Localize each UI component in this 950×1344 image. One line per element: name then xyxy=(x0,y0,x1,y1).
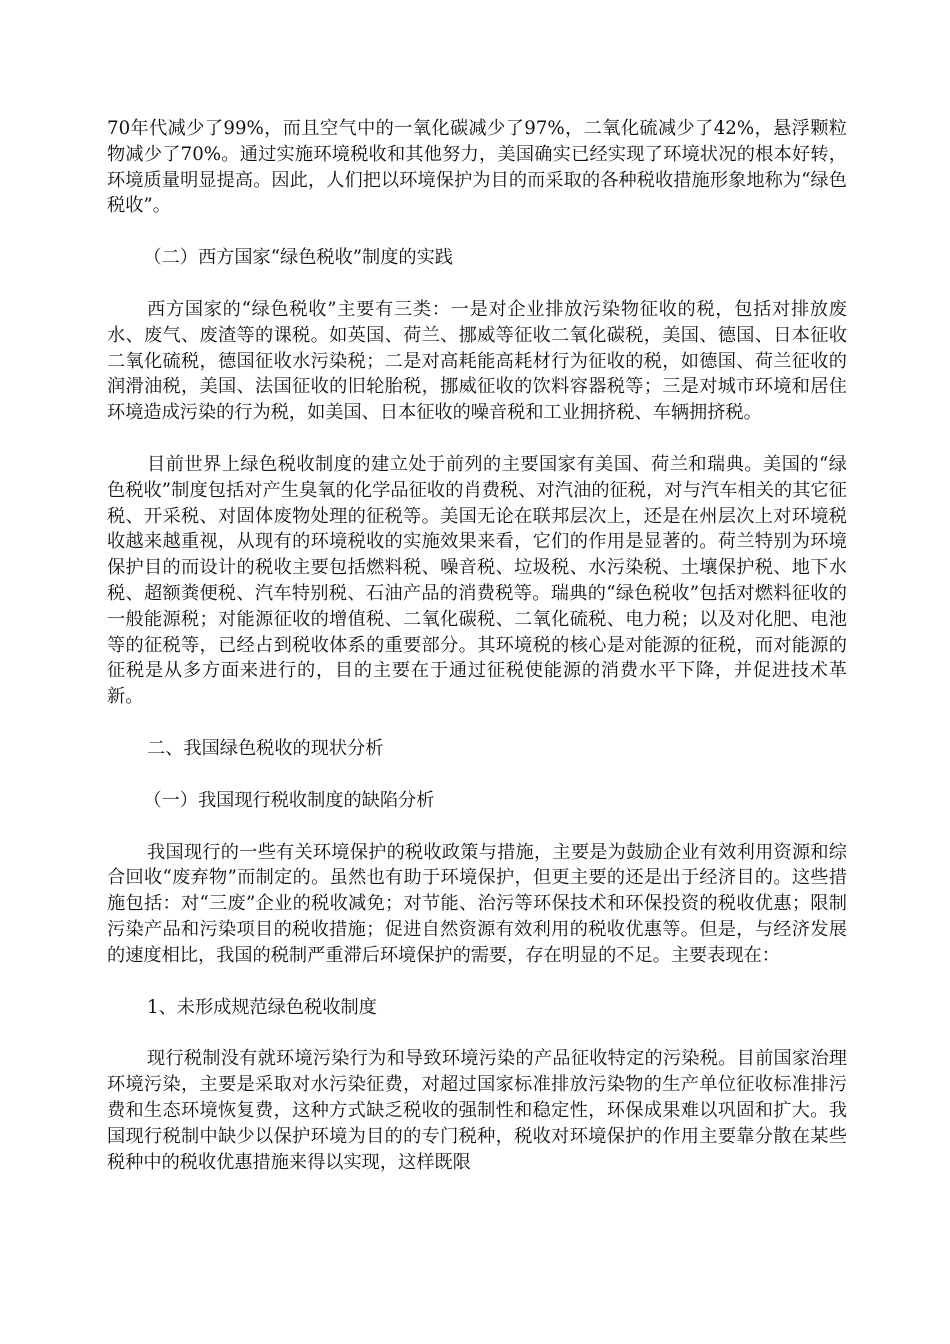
body-paragraph: 西方国家的“绿色税收”主要有三类：一是对企业排放污染物征收的税，包括对排放废水、废气、废渣等的课税。如英国、荷兰、挪威等征收二氧化碳税，美国、德国、日本征收二氧化硫税，德国征收水污染税；二是对高耗能高耗材行为征收的税，如德国、荷兰征收的润滑油税，美国、法国征收的旧轮胎税，挪威征收的饮料容器税等；三是对城市环境和居住环境造成污染的行为税，如美国、日本征收的噪音税和工业拥挤税、车辆拥挤税。 xyxy=(107,298,847,424)
body-paragraph: 现行税制没有就环境污染行为和导致环境污染的产品征收特定的污染税。目前国家治理环境污染，主要是采取对水污染征费，对超过国家标准排放污染物的生产单位征收标准排污费和生态环境恢复费，这种方式缺乏税收的强制性和稳定性，环保成果难以巩固和扩大。我国现行税制中缺少以保护环境为目的的专门税种，税收对环境保护的作用主要靠分散在某些税种中的税收优惠措施来得以实现，这样既限 xyxy=(107,1048,847,1173)
document-page xyxy=(107,116,847,1201)
body-paragraph: 我国现行的一些有关环境保护的税收政策与措施，主要是为鼓励企业有效利用资源和综合回收“废弃物”而制定的。虽然也有助于环境保护，但更主要的还是出于经济目的。这些措施包括：对“三废”企业的税收减免；对节能、治污等环保技术和环保投资的税收优惠；限制污染产品和污染项目的税收措施；促进自然资源有效利用的税收优惠等。但是，与经济发展的速度相比，我国的税制严重滞后环境保护的需要，存在明显的不足。主要表现在： xyxy=(107,841,847,966)
body-paragraph: 70年代减少了99%，而且空气中的一氧化碳减少了97%，二氧化硫减少了42%，悬浮颗粒物减少了70%。通过实施环境税收和其他努力，美国确实已经实现了环境状况的根本好转，环境质量明显提高。因此，人们把以环境保护为目的而采取的各种税收措施形象地称为“绿色税收”。 xyxy=(107,118,847,217)
section-subheading: （二）西方国家“绿色税收”制度的实践 xyxy=(143,247,453,269)
section-heading: 二、我国绿色税收的现状分析 xyxy=(147,737,384,759)
section-heading: 1、未形成规范绿色税收制度 xyxy=(147,996,377,1018)
section-subheading: （一）我国现行税收制度的缺陷分析 xyxy=(143,789,435,811)
body-paragraph: 目前世界上绿色税收制度的建立处于前列的主要国家有美国、荷兰和瑞典。美国的“绿色税收”制度包括对产生臭氧的化学品征收的肖费税、对汽油的征税，对与汽车相关的其它征税、开采税、对固体废物处理的征税等。美国无论在联邦层次上，还是在州层次上对环境税收越来越重视，从现有的环境税收的实施效果来看，它们的作用是显著的。荷兰特别为环境保护目的而设计的税收主要包括燃料税、噪音税、垃圾税、水污染税、土壤保护税、地下水税、超额粪便税、汽车特别税、石油产品的消费税等。瑞典的“绿色税收”包括对燃料征收的一般能源税；对能源征收的增值税、二氧化碳税、二氧化硫税、电力税；以及对化肥、电池等的征税等，已经占到税收体系的重要部分。其环境税的核心是对能源的征税，而对能源的征税是从多方面来进行的，目的主要在于通过征税使能源的消费水平下降，并促进技术革新。 xyxy=(107,453,847,708)
